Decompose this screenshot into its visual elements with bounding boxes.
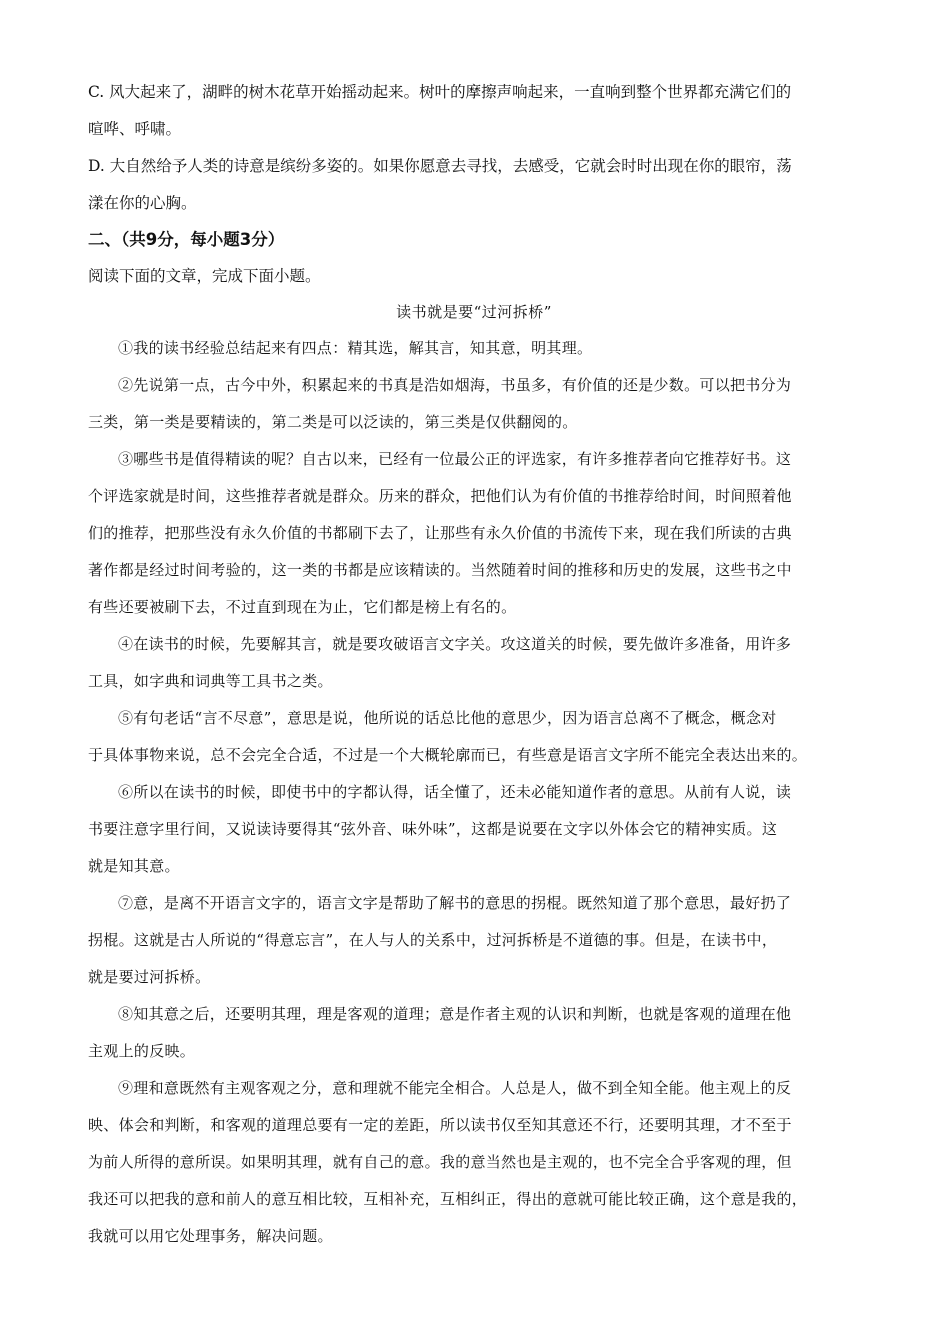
paragraph-line: 书要注意字里行间，又说读诗要得其“弦外音、味外味”，这都是说要在文字以外体会它的精神实质。这 [88,820,778,838]
paragraph-line: ②先说第一点，古今中外，积累起来的书真是浩如烟海，书虽多，有价值的还是少数。可以把书分为 [118,376,792,394]
article-paragraph [88,774,860,885]
paragraph-line: 主观上的反映。 [88,1042,196,1060]
paragraph-line: ⑤有句老话“言不尽意”，意思是说，他所说的话总比他的意思少，因为语言总离不了概念，概念对 [118,709,777,727]
section-title: 二、（共9分，每小题3分） [88,230,285,249]
paragraph-line: 们的推荐，把那些没有永久价值的书都刷下去了，让那些有永久价值的书流传下来，现在我们所读的古典 [88,524,792,542]
paragraph-line: ⑧知其意之后，还要明其理，理是客观的道理；意是作者主观的认识和判断，也就是客观的道理在他 [118,1005,792,1023]
option-c [88,74,860,148]
article-paragraph [88,885,860,996]
paragraph-line: 三类，第一类是要精读的，第二类是可以泛读的，第三类是仅供翻阅的。 [88,413,578,431]
article-paragraph [88,330,860,367]
paragraph-line: 于具体事物来说，总不会完全合适，不过是一个大概轮廓而已，有些意是语言文字所不能完全表达出来的。 [88,746,808,764]
article-paragraph [88,441,860,626]
paragraph-line: ①我的读书经验总结起来有四点：精其选，解其言，知其意，明其理。 [118,339,593,357]
article-body [88,330,860,1255]
paragraph-line: 我还可以把我的意和前人的意互相比较，互相补充，互相纠正，得出的意就可能比较正确，这个意是我的， [88,1190,808,1208]
document-page [88,74,860,1255]
paragraph-line: 著作都是经过时间考验的，这一类的书都是应该精读的。当然随着时间的推移和历史的发展，这些书之中 [88,561,792,579]
paragraph-line: ⑨理和意既然有主观客观之分，意和理就不能完全相合。人总是人，做不到全知全能。他主观上的反 [118,1079,792,1097]
paragraph-line: 映、体会和判断，和客观的道理总要有一定的差距，所以读书仅至知其意还不行，还要明其理，才不至于 [88,1116,792,1134]
paragraph-line: 工具，如字典和词典等工具书之类。 [88,672,333,690]
paragraph-line: 就是知其意。 [88,857,180,875]
paragraph-line: 拐棍。这就是古人所说的“得意忘言”，在人与人的关系中，过河拆桥是不道德的事。但是，在读书中， [88,931,778,949]
article-paragraph [88,367,860,441]
section-instruction: 阅读下面的文章，完成下面小题。 [88,267,321,285]
paragraph-line: ③哪些书是值得精读的呢？自古以来，已经有一位最公正的评选家，有许多推荐者向它推荐好书。这 [118,450,792,468]
article-title: 读书就是要“过河拆桥” [396,303,552,321]
article-paragraph [88,626,860,700]
paragraph-line: ④在读书的时候，先要解其言，就是要攻破语言文字关。攻这道关的时候，要先做许多准备，用许多 [118,635,792,653]
article-paragraph [88,996,860,1070]
paragraph-line: 就是要过河拆桥。 [88,968,211,986]
option-d-line-1: D. 大自然给予人类的诗意是缤纷多姿的。如果你愿意去寻找，去感受，它就会时时出现在你的眼帘，荡 [88,157,792,175]
paragraph-line: ⑥所以在读书的时候，即使书中的字都认得，话全懂了，还未必能知道作者的意思。从前有人说，读 [118,783,792,801]
option-d-line-2: 漾在你的心胸。 [88,194,197,212]
option-c-line-1: C. 风大起来了，湖畔的树木花草开始摇动起来。树叶的摩擦声响起来，一直响到整个世界都充满它们的 [88,83,792,101]
paragraph-line: 个评选家就是时间，这些推荐者就是群众。历来的群众，把他们认为有价值的书推荐给时间，时间照着他 [88,487,792,505]
paragraph-line: 为前人所得的意所误。如果明其理，就有自己的意。我的意当然也是主观的，也不完全合乎客观的理，但 [88,1153,792,1171]
option-c-line-2: 喧哗、呼啸。 [88,120,182,138]
paragraph-line: 有些还要被刷下去，不过直到现在为止，它们都是榜上有名的。 [88,598,517,616]
article-paragraph [88,1070,860,1255]
paragraph-line: ⑦意，是离不开语言文字的，语言文字是帮助了解书的意思的拐棍。既然知道了那个意思，最好扔了 [118,894,792,912]
option-d [88,148,860,222]
paragraph-line: 我就可以用它处理事务，解决问题。 [88,1227,333,1245]
article-paragraph [88,700,860,774]
